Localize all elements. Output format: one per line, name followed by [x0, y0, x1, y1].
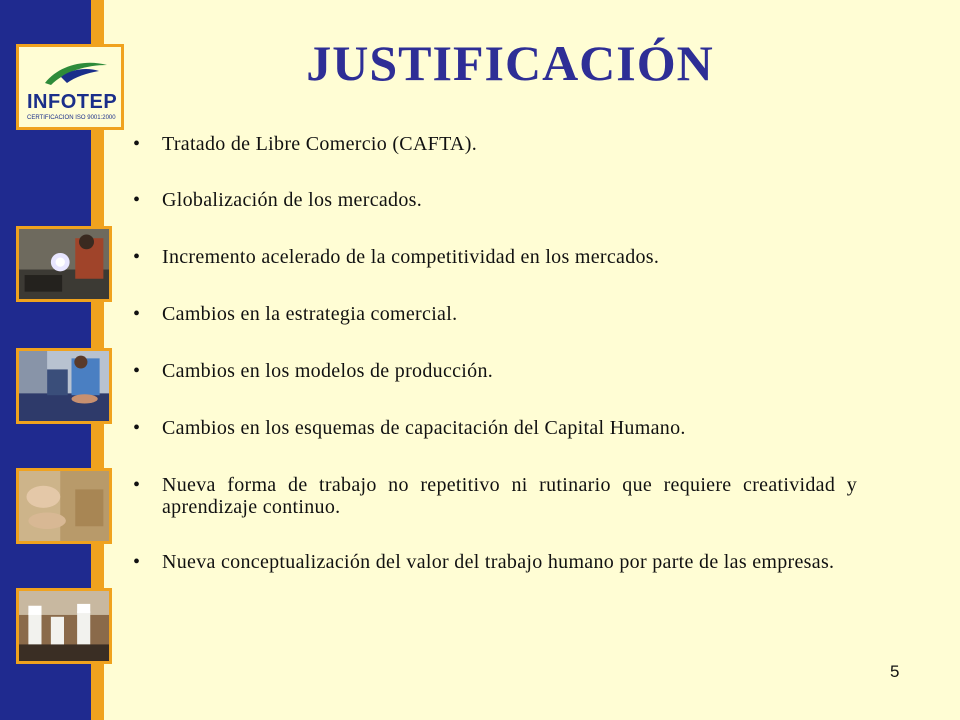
bullet-item: • Globalización de los mercados. [133, 189, 857, 211]
bullet-item: • Incremento acelerado de la competitividad en los mercados. [133, 246, 857, 268]
logo-tagline: CERTIFICACION ISO 9001:2000 [27, 115, 116, 121]
page-number: 5 [890, 662, 900, 681]
bullet-item: • Nueva forma de trabajo no repetitivo ni rutinario que requiere creatividad y aprendizaje continuo. [133, 474, 857, 518]
bullet-item: • Tratado de Libre Comercio (CAFTA). [133, 133, 857, 155]
slide-title: JUSTIFICACIÓN [306, 35, 714, 91]
photo-hands-image [16, 468, 112, 544]
photo-welding-image [16, 226, 112, 302]
infotep-logo [16, 44, 124, 130]
bullet-item: • Cambios en la estrategia comercial. [133, 303, 857, 325]
bullet-item: • Cambios en los modelos de producción. [133, 360, 857, 382]
logo-swoosh-icon [41, 57, 111, 89]
bullet-item: • Cambios en los esquemas de capacitación del Capital Humano. [133, 417, 857, 439]
photo-kitchen-image [16, 588, 112, 664]
bullet-list [133, 133, 857, 573]
logo-name: INFOTEP [27, 91, 118, 113]
photo-workshop-image [16, 348, 112, 424]
bullet-item: • Nueva conceptualización del valor del trabajo humano por parte de las empresas. [133, 551, 857, 573]
